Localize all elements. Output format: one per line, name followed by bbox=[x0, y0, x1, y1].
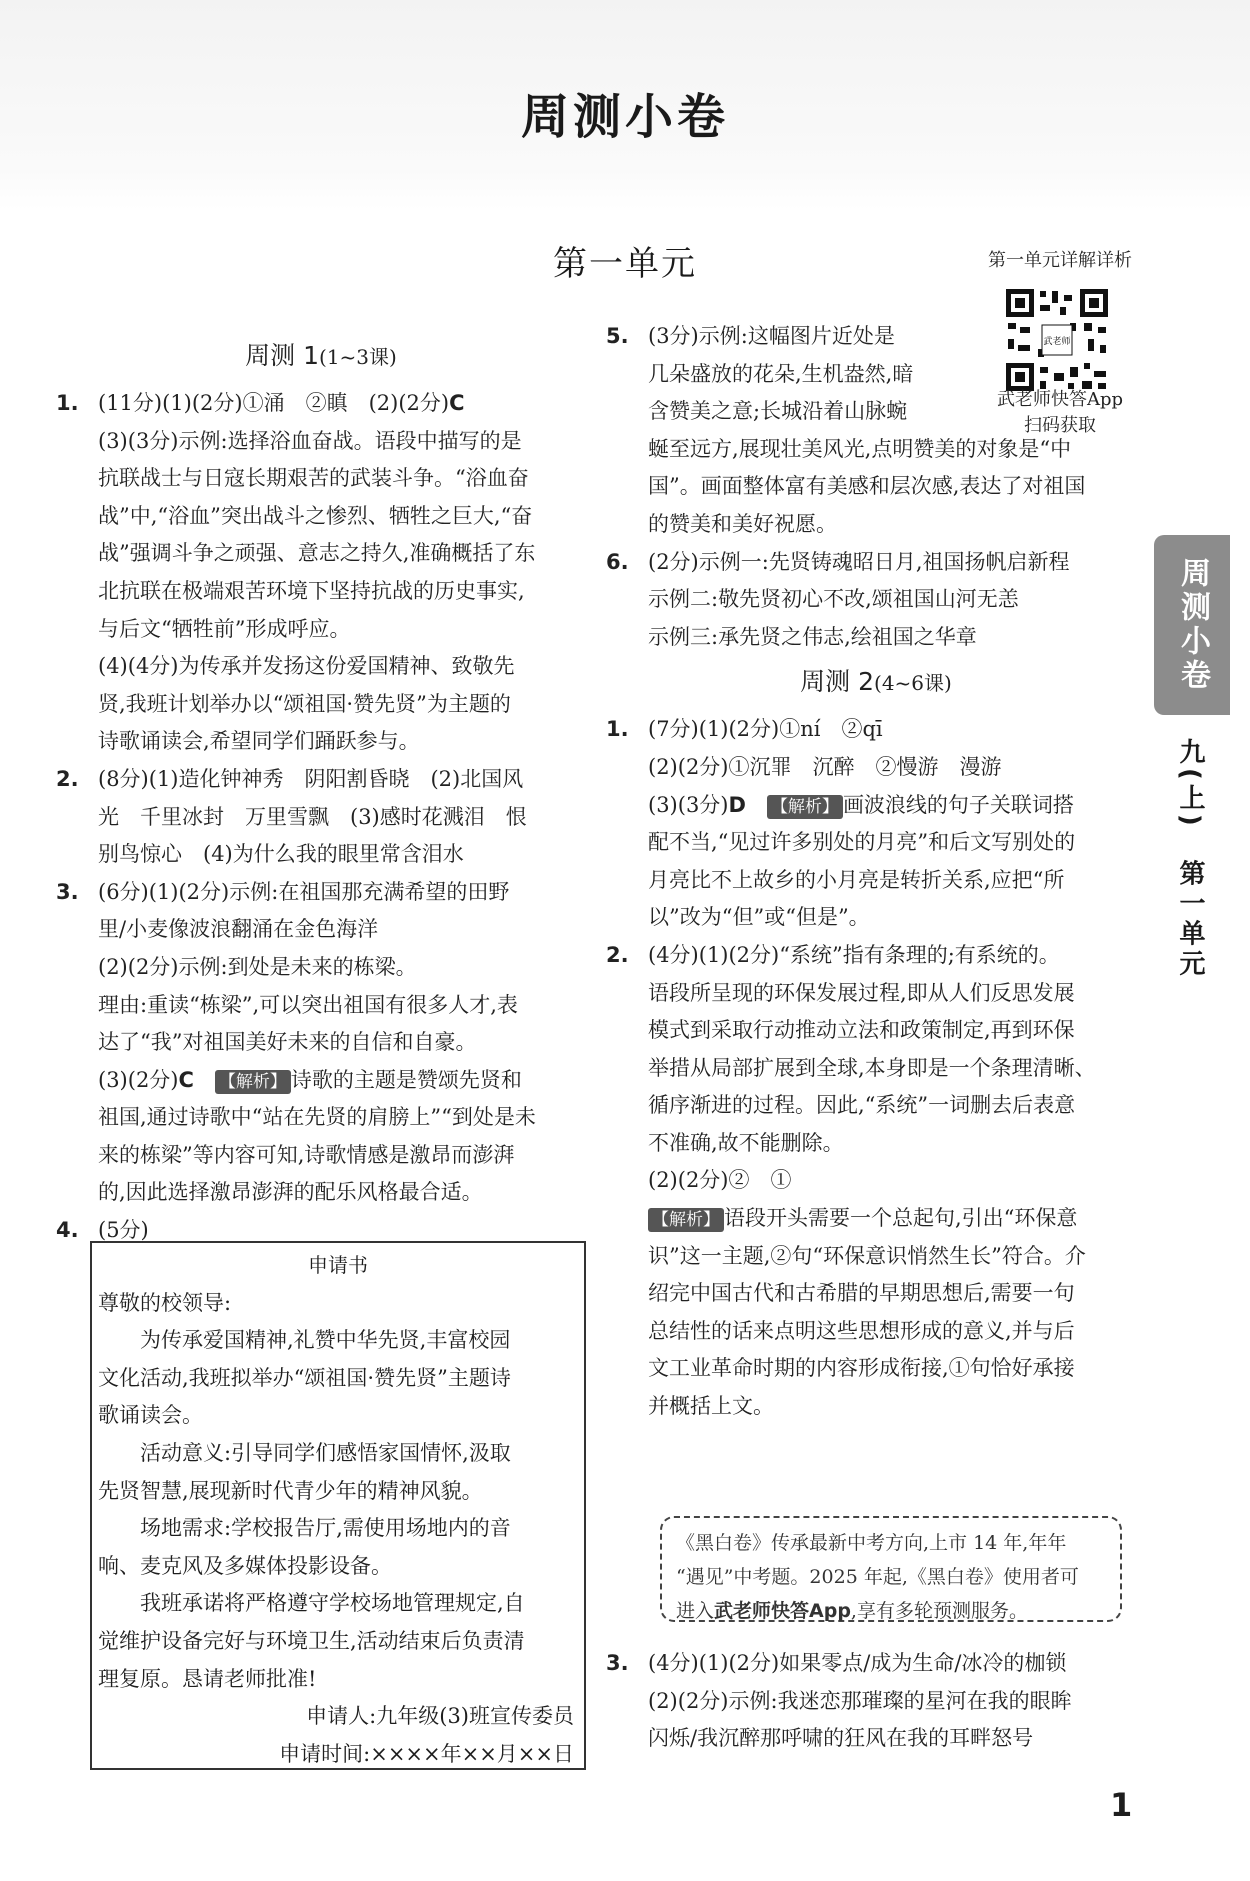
app-name-bold: 武老师快答App bbox=[714, 1600, 851, 1622]
question-6: 6. (2分)示例一:先贤铸魂昭日月,祖国扬帆启新程 bbox=[606, 549, 1070, 574]
letter-title: 申请书 bbox=[308, 1253, 368, 1277]
left-column: 周测 1(1~3课) 1. (11分)(1)(2分)①涌 ②瞋 (2)(2分)C (3)(3分)示例:选择浴血奋战。语段中描写的是 抗联战士与日寇长期艰苦的武装斗争。“浴血奋 战”中,“浴血”突出战斗之惨烈、牺牲之巨大,“奋 战”强调斗争之顽强、意志之持久,准确概括了东 北抗联在极端艰苦环境下坚持抗战的历史事实, 与后文“牺牲前”形成呼应。 (4)(4分)为传承并发扬这份爱国精神、致敬先 贤,我班计划举办以“颂祖国·赞先贤”为主题的 诗歌诵读会,希望同学们踊跃参与。 2. (8分)(1)造化钟神秀 阴阳割昏晓 (2)北国风 光 千里冰封 万里雪飘 (3)感时花溅泪 恨 别鸟惊心 (4)为什么我的眼里常含泪水 3. (6分)(1)(2分)示例:在祖国那充满希望的田野 里/小麦像波浪翻涌在金色海洋 (2)(2分)示例:到处是未来的栋梁。 理由:重读“栋梁”,可以突出祖国有很多人才,表 达了“我”对祖国美好未来的自信和自豪。 (3)(2分)C 【解析】 诗歌的主题是赞颂先贤和 祖国,通过诗歌中“站在先贤的肩膀上”“到处是未 来的栋梁”等内容可知,诗歌情感是激昂而澎湃 的,因此选择激昂澎湃的配乐风格最合适。 4. (5分) bbox=[56, 330, 586, 1250]
side-unit-label: 九(上) 第一单元 bbox=[1175, 738, 1205, 980]
analysis-tag: 【解析】 bbox=[767, 795, 843, 819]
book-title: 周测小卷 bbox=[520, 89, 729, 145]
week2-question-1: 1. (7分)(1)(2分)①ní ②qī bbox=[606, 717, 883, 742]
page-number: 1 bbox=[1110, 1786, 1133, 1824]
week2-question-3-block: 3. (4分)(1)(2分)如果零点/成为生命/冰冷的枷锁 (2)(2分)示例:我迷恋那璀璨的星河在我的眼眸 闪烁/我沉醉那呼啸的狂风在我的耳畔怒号 bbox=[606, 1645, 1146, 1758]
letter-salutation: 尊敬的校领导: bbox=[98, 1290, 232, 1315]
right-column: 5. (3分)示例:这幅图片近处是 几朵盛放的花朵,生机盎然,暗 含赞美之意;长城沿着山脉蜿 蜒至远方,展现壮美风光,点明赞美的对象是“中 国”。画面整体富有美感和层次感,表达了对祖国 的赞美和美好祝愿。 6. (2分)示例一:先贤铸魂昭日月,祖国扬帆启新程 示例二:敬先贤初心不改,颂祖国山河无恙 示例三:承先贤之伟志,绘祖国之华章 周测 2(4~6课) 1. (7分)(1)(2分)①ní ②qī (2)(2分)①沉罪 沉醉 ②慢游 漫游 (3)(3分)D 【解析】 画波浪线的句子关联词搭 配不当,“见过许多别处的月亮”和后文写别处的 月亮比不上故乡的小月亮是转折关系,应把“所 以”改为“但”或“但是”。 2. (4分)(1)(2分)“系统”指有条理的;有系统的。 语段所呈现的环保发展过程,即从人们反思发展 模式到采取行动推动立法和政策制定,再到环保 举措从局部扩展到全球,本身即是一个条理清晰、 循序渐进的过程。因此,“系统”一词删去后表意 不准确,故不能删除。 (2)(2分)② ① 【解析】 语段开头需要一个总起句,引出“环保意 识”这一主题,②句“环保意识悄然生长”符合。介 绍完中国古代和古希腊的早期思想后,需要一句 总结性的话来点明这些思想形成的意义,并与后 文工业革命时期的内容形成衔接,①句恰好承接 并概括上文。 bbox=[606, 318, 1146, 1426]
application-letter: 申请书 尊敬的校领导: 为传承爱国精神,礼赞中华先贤,丰富校园 文化活动,我班拟举办“颂祖国·赞先贤”主题诗 歌诵读会。 活动意义:引导同学们感悟家国情怀,汲取 先贤智慧,展现新时代青少年的精神风貌。 场地需求:学校报告厅,需使用场地内的音 响、麦克风及多媒体投影设备。 我班承诺将严格遵守学校场地管理规定,自 觉维护设备完好与环境卫生,活动结束后负责清 理复原。恳请老师批准! 申请人:九年级(3)班宣传委员 申请时间:××××年××月××日 bbox=[90, 1241, 586, 1770]
promo-notice: 《黑白卷》传承最新中考方向,上市 14 年,年年 “遇见”中考题。2025 年起,《黑白卷》使用者可 进入武老师快答App,享有多轮预测服务。 bbox=[660, 1516, 1122, 1622]
question-4: 4. (5分) bbox=[56, 1218, 149, 1243]
question-1: 1. (11分)(1)(2分)①涌 ②瞋 (2)(2分)C bbox=[56, 391, 465, 415]
qr-scan-text: 扫码获取 bbox=[1024, 415, 1096, 436]
qr-caption-top: 第一单元详解详析 bbox=[988, 250, 1132, 271]
analysis-tag: 【解析】 bbox=[648, 1208, 724, 1232]
section-title-week2: 周测 2(4~6课) bbox=[800, 667, 952, 697]
svg-text:武老师: 武老师 bbox=[1043, 337, 1071, 347]
letter-date: 申请时间:××××年××月××日 bbox=[279, 1741, 574, 1766]
week2-question-3: 3. (4分)(1)(2分)如果零点/成为生命/冰冷的枷锁 bbox=[606, 1651, 1067, 1675]
question-2: 2. (8分)(1)造化钟神秀 阴阳割昏晓 (2)北国风 bbox=[56, 766, 524, 791]
analysis-tag: 【解析】 bbox=[215, 1070, 291, 1094]
unit-title: 第一单元 bbox=[553, 244, 697, 284]
section-title-week1: 周测 1(1~3课) bbox=[245, 341, 397, 370]
letter-applicant: 申请人:九年级(3)班宣传委员 bbox=[306, 1704, 574, 1729]
side-tab[interactable]: 周测小卷 bbox=[1154, 535, 1230, 715]
question-5: 5. (3分)示例:这幅图片近处是 bbox=[606, 324, 895, 348]
week2-question-2: 2. (4分)(1)(2分)“系统”指有条理的;有系统的。 bbox=[606, 942, 1060, 967]
qr-app-name: 武老师快答App bbox=[996, 389, 1124, 410]
question-3: 3. (6分)(1)(2分)示例:在祖国那充满希望的田野 bbox=[56, 879, 510, 904]
